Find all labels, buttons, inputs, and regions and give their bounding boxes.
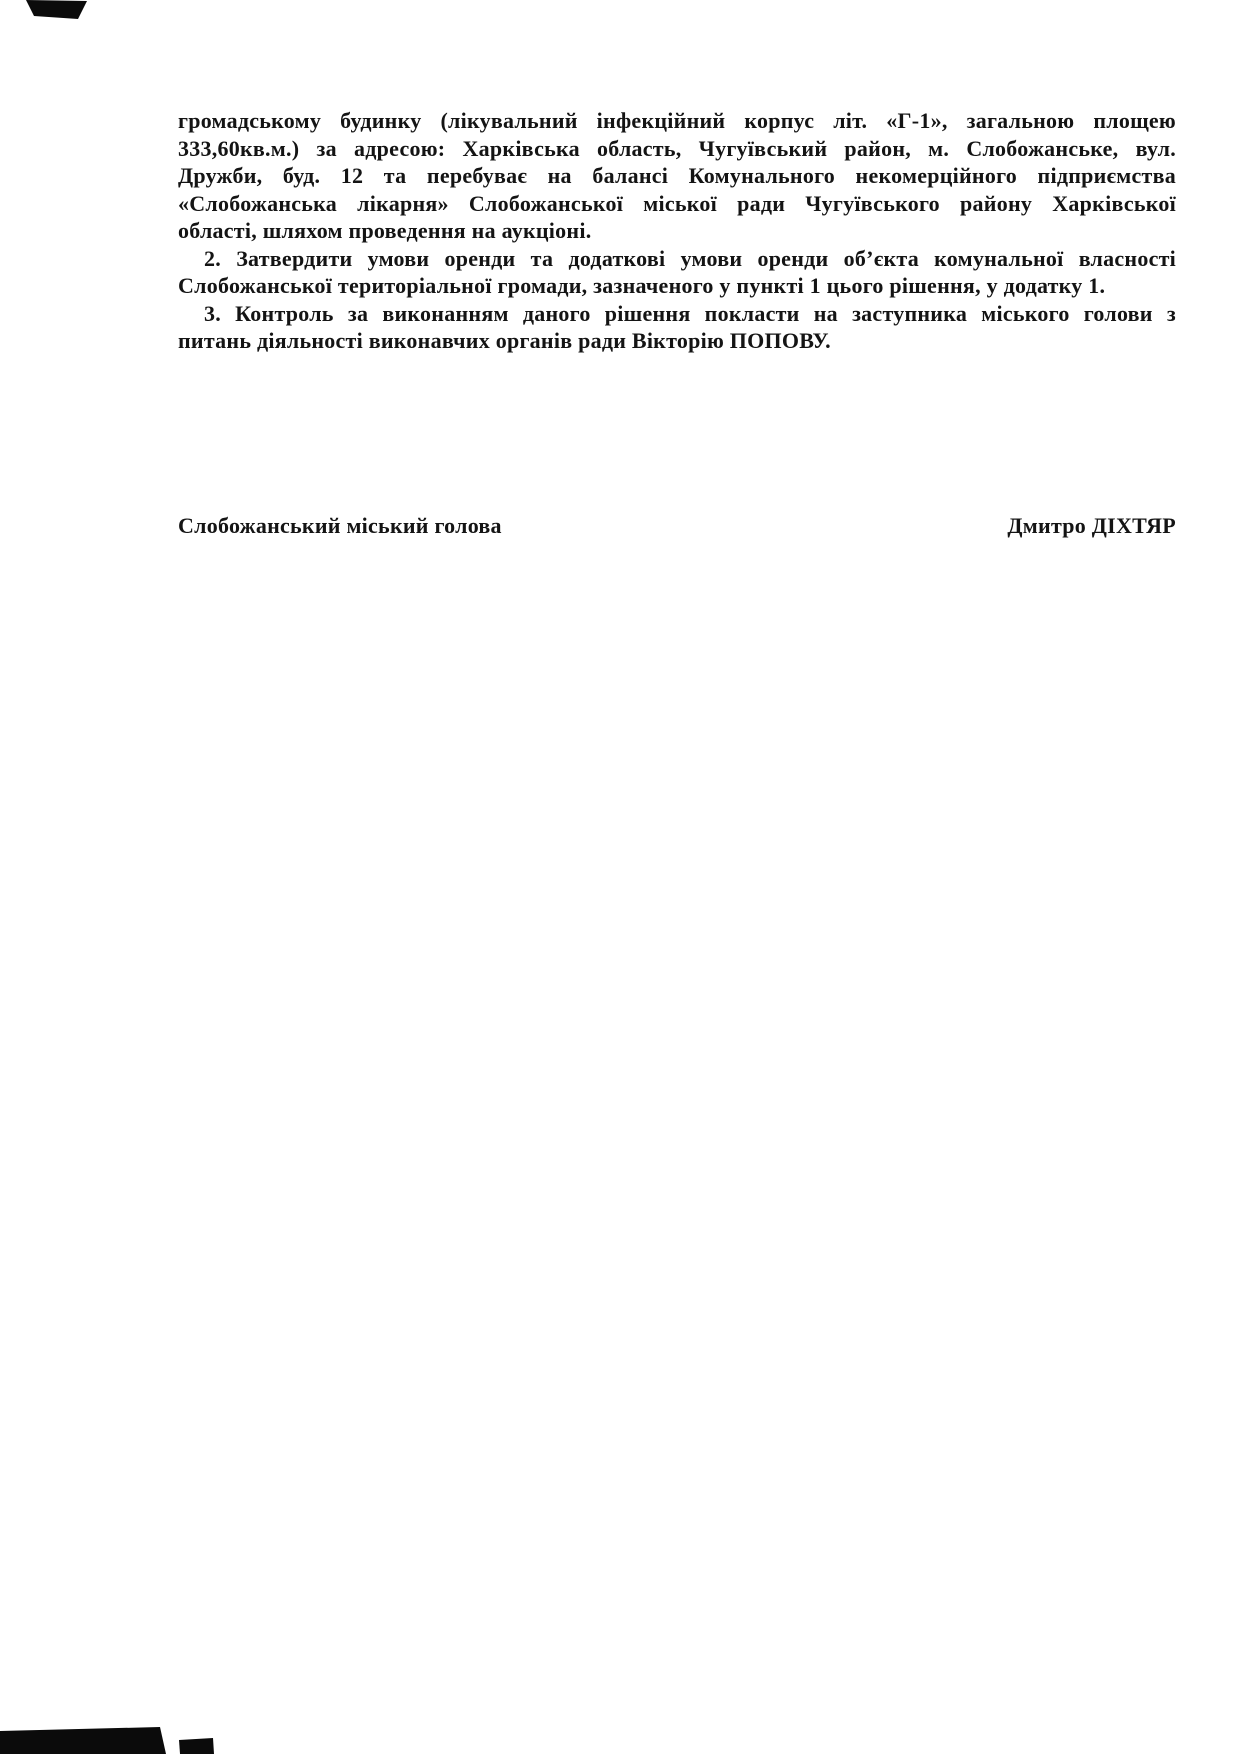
signature-row (178, 512, 1176, 540)
paragraph-3-line-1: 3. Контроль за виконанням даного рішення покласти на заступника міського голови з (204, 300, 1176, 326)
paragraph-1-line-2: 333,60кв.м.) за адресою: Харківська область, Чугуївський район, м. Слобожанське, вул. (178, 135, 1176, 161)
signature-name: Дмитро ДІХТЯР (1007, 513, 1176, 538)
document-body (178, 107, 1176, 355)
paragraph-1-line-3: Дружби, буд. 12 та перебуває на балансі Комунального некомерційного підприємства (178, 163, 1176, 188)
scan-artifact-bottom-square-icon (179, 1738, 214, 1754)
scan-artifact-bottom-bar-icon (0, 1727, 166, 1754)
scan-artifact-top-left-icon (26, 0, 87, 19)
paragraph-2-line-1: 2. Затвердити умови оренди та додаткові умови оренди об’єкта комунальної власності (204, 245, 1176, 271)
paragraph-1-line-4: «Слобожанська лікарня» Слобожанської міської ради Чугуївського району Харківської (178, 190, 1176, 216)
signature-title: Слобожанський міський голова (178, 513, 502, 538)
paragraph-1-line-1: громадському будинку (лікувальний інфекційний корпус літ. «Г-1», загальною площею (178, 108, 1176, 133)
paragraph-3-line-2: питань діяльності виконавчих органів ради Вікторію ПОПОВУ. (178, 328, 831, 353)
paragraph-1-line-5: області, шляхом проведення на аукціоні. (178, 218, 592, 243)
paragraph-2-line-2: Слобожанської територіальної громади, зазначеного у пункті 1 цього рішення, у додатку 1. (178, 273, 1106, 298)
